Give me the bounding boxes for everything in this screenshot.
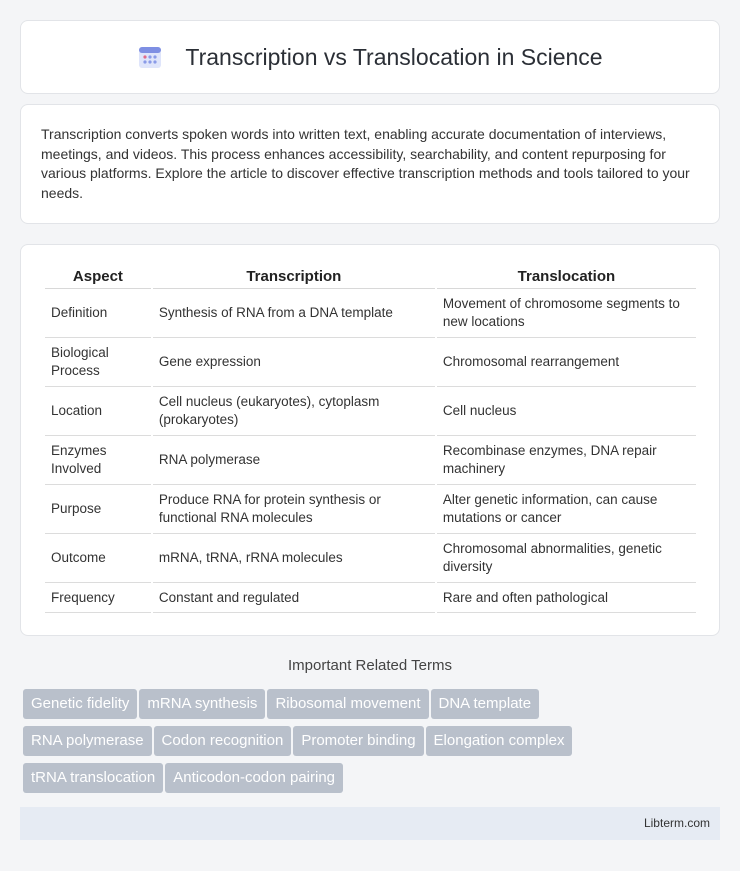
row-transcription: Constant and regulated	[153, 583, 435, 613]
column-header-translocation: Translocation	[437, 265, 696, 289]
row-translocation: Recombinase enzymes, DNA repair machinery	[437, 436, 696, 485]
term-tag[interactable]: Elongation complex	[426, 726, 573, 756]
term-tag[interactable]: Ribosomal movement	[267, 689, 428, 719]
title-card	[20, 20, 720, 94]
table-header-row	[45, 265, 696, 289]
term-tag[interactable]: RNA polymerase	[23, 726, 152, 756]
table-row	[45, 338, 696, 387]
row-aspect: Definition	[45, 289, 151, 338]
table-row	[45, 583, 696, 613]
row-translocation: Alter genetic information, can cause mutations or cancer	[437, 485, 696, 534]
term-tag[interactable]: Codon recognition	[154, 726, 292, 756]
row-transcription: Gene expression	[153, 338, 435, 387]
row-aspect: Enzymes Involved	[45, 436, 151, 485]
row-aspect: Outcome	[45, 534, 151, 583]
intro-text: Transcription converts spoken words into written text, enabling accurate documentation of interviews, meetings, and videos. This process enhances accessibility, searchability, and content repurposing for various platforms. Explore the article to discover effective transcription methods and tools tailored to your needs.	[41, 126, 690, 201]
row-aspect: Purpose	[45, 485, 151, 534]
term-tag[interactable]: Anticodon-codon pairing	[165, 763, 343, 793]
page-title: Transcription vs Translocation in Science	[185, 43, 603, 70]
row-aspect: Biological Process	[45, 338, 151, 387]
comparison-table	[43, 265, 698, 613]
footer-site-link[interactable]: Libterm.com	[643, 816, 710, 830]
row-translocation: Movement of chromosome segments to new locations	[437, 289, 696, 338]
row-transcription: Produce RNA for protein synthesis or functional RNA molecules	[153, 485, 435, 534]
calendar-grid-icon	[137, 44, 163, 70]
row-translocation: Cell nucleus	[437, 387, 696, 436]
table-row	[45, 387, 696, 436]
row-translocation: Rare and often pathological	[437, 583, 696, 613]
column-header-aspect: Aspect	[45, 265, 151, 289]
row-transcription: mRNA, tRNA, rRNA molecules	[153, 534, 435, 583]
comparison-card	[20, 244, 720, 636]
term-tag[interactable]: Genetic fidelity	[23, 689, 137, 719]
row-transcription: RNA polymerase	[153, 436, 435, 485]
column-header-transcription: Transcription	[153, 265, 435, 289]
table-row	[45, 436, 696, 485]
term-tag[interactable]: Promoter binding	[293, 726, 423, 756]
table-row	[45, 289, 696, 338]
row-transcription: Cell nucleus (eukaryotes), cytoplasm (prokaryotes)	[153, 387, 435, 436]
table-row	[45, 534, 696, 583]
row-aspect: Frequency	[45, 583, 151, 613]
related-terms-list	[23, 689, 713, 800]
row-translocation: Chromosomal abnormalities, genetic diversity	[437, 534, 696, 583]
row-translocation: Chromosomal rearrangement	[437, 338, 696, 387]
table-row	[45, 485, 696, 534]
row-aspect: Location	[45, 387, 151, 436]
term-tag[interactable]: DNA template	[431, 689, 540, 719]
row-transcription: Synthesis of RNA from a DNA template	[153, 289, 435, 338]
term-tag[interactable]: mRNA synthesis	[139, 689, 265, 719]
intro-card	[20, 104, 720, 224]
related-terms-heading: Important Related Terms	[288, 657, 452, 674]
footer	[20, 807, 720, 840]
term-tag[interactable]: tRNA translocation	[23, 763, 163, 793]
